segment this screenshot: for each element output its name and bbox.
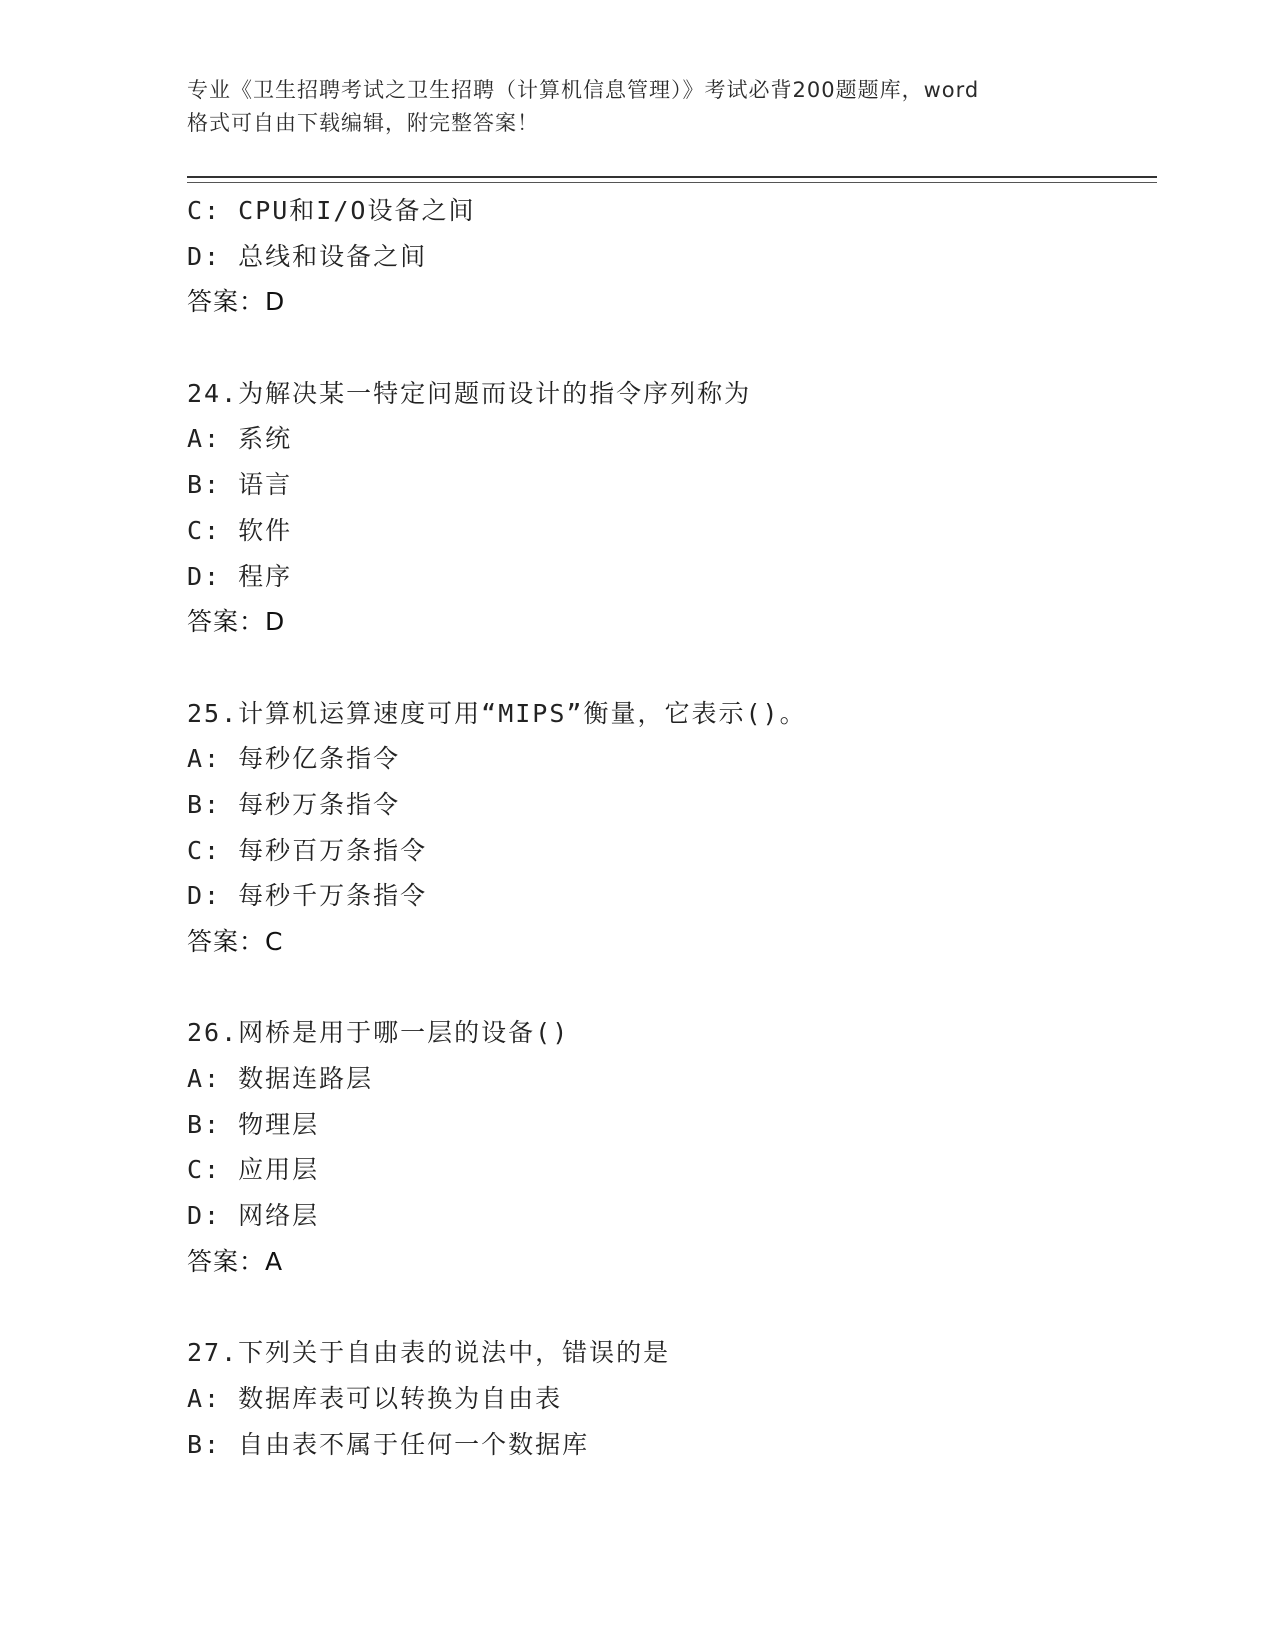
question-text: 24.为解决某一特定问题而设计的指令序列称为 (187, 378, 752, 408)
question-27-block (187, 1330, 1157, 1467)
question-text: 25.计算机运算速度可用“MIPS”衡量，它表示()。 (187, 698, 807, 728)
spacer (187, 1285, 1157, 1331)
header-line-2: 格式可自由下载编辑，附完整答案！ (187, 111, 539, 135)
question-25-block (187, 691, 1157, 965)
answer: 答案：D (187, 607, 286, 637)
option-c: C: 每秒百万条指令 (187, 835, 428, 865)
spacer (187, 645, 1157, 691)
question-24-block (187, 371, 1157, 645)
option-a: A: 每秒亿条指令 (187, 744, 401, 774)
option-b: B: 物理层 (187, 1109, 320, 1139)
option-c: C: CPU和I/O设备之间 (187, 196, 476, 225)
header-line-1: 专业《卫生招聘考试之卫生招聘（计算机信息管理）》考试必背200题题库，word (187, 78, 980, 102)
question-23-block (187, 188, 1157, 325)
option-c: C: 软件 (187, 515, 293, 545)
option-c: C: 应用层 (187, 1155, 320, 1185)
option-d: D: 网络层 (187, 1201, 320, 1231)
option-b: B: 语言 (187, 470, 293, 500)
option-d: D: 每秒千万条指令 (187, 881, 428, 911)
header-divider-thin (187, 182, 1157, 183)
question-26-block (187, 1010, 1157, 1284)
option-a: A: 数据连路层 (187, 1064, 374, 1094)
option-a: A: 系统 (187, 424, 293, 454)
spacer (187, 325, 1157, 371)
question-list (187, 188, 1157, 1467)
option-a: A: 数据库表可以转换为自由表 (187, 1383, 563, 1413)
answer: 答案：D (187, 287, 286, 317)
answer: 答案：C (187, 927, 284, 956)
document-header (187, 74, 1087, 140)
header-divider-thick (187, 176, 1157, 178)
question-text: 27.下列关于自由表的说法中，错误的是 (187, 1338, 671, 1368)
spacer (187, 965, 1157, 1011)
answer: 答案：A (187, 1246, 284, 1276)
question-text: 26.网桥是用于哪一层的设备() (187, 1018, 570, 1048)
option-b: B: 每秒万条指令 (187, 789, 401, 819)
option-d: D: 总线和设备之间 (187, 241, 428, 271)
option-d: D: 程序 (187, 561, 293, 591)
option-b: B: 自由表不属于任何一个数据库 (187, 1429, 590, 1459)
